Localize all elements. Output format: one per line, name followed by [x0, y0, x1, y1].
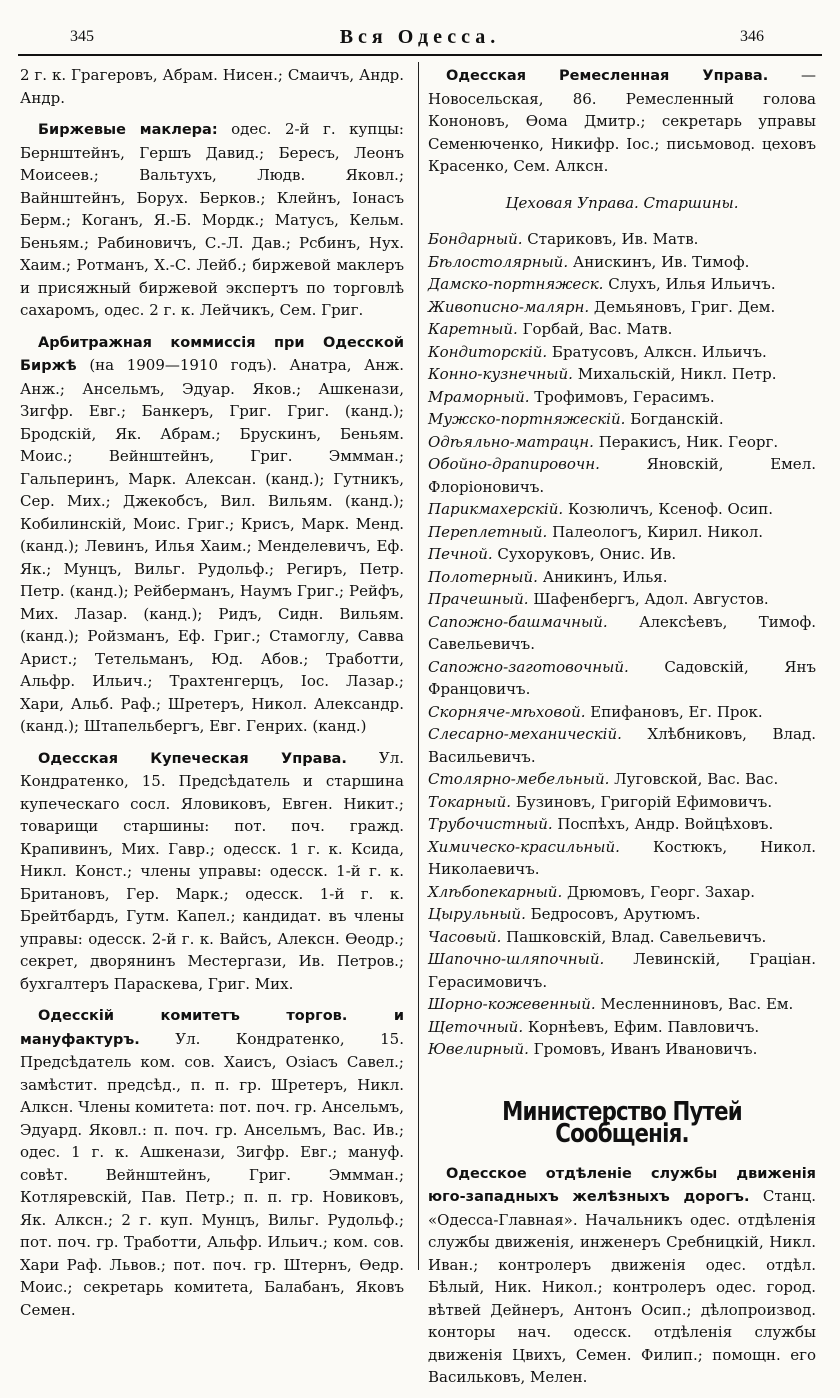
guild-elder: Хлѣбниковъ, Влад. Васильевичъ. — [428, 725, 816, 766]
section-heading: Биржевые маклера: — [38, 122, 218, 138]
guild-trade: Шорно-кожевенный. — [428, 995, 596, 1013]
left-page-number: 345 — [70, 28, 94, 45]
guild-elder: Слухъ, Илья Ильичъ. — [608, 275, 776, 293]
guild-elder: Трофимовъ, Герасимъ. — [534, 387, 715, 406]
right-page-number: 346 — [740, 28, 764, 45]
guild-trade: Мужско-портняжескій. — [428, 410, 626, 428]
guild-trade: Обойно-драпировочн. — [428, 455, 600, 473]
section-heading: Одесская Купеческая Управа. — [38, 750, 347, 767]
guild-elder: Бедросовъ, Арутюмъ. — [530, 905, 701, 923]
guild-elder: Козюличъ, Ксеноф. Осип. — [567, 500, 773, 518]
left-column — [20, 64, 404, 1330]
guild-trade: Шапочно-шляпочный. — [428, 950, 605, 968]
guild-elder: Поспѣхъ, Андр. Войцѣховъ. — [557, 815, 774, 833]
guild-elder: Стариковъ, Ив. Матв. — [527, 230, 699, 248]
guild-entry — [428, 498, 816, 521]
guild-elder: Левинскій, Граціан. Герасимовичъ. — [428, 950, 816, 991]
ministry-heading: Министерство Путей Сообщенія. — [502, 1096, 742, 1149]
guild-elder: Корнѣевъ, Ефим. Павловичъ. — [527, 1017, 760, 1036]
guild-elder: Алексѣевъ, Тимоф. Савельевичъ. — [428, 612, 816, 653]
guild-elder: Громовъ, Иванъ Ивановичъ. — [533, 1040, 758, 1058]
guild-trade: Одѣяльно-матрацн. — [428, 432, 594, 451]
guild-trade: Прачешный. — [428, 590, 529, 608]
guild-entry — [428, 836, 816, 881]
guild-entry — [428, 881, 816, 904]
guild-elder: Демьяновъ, Григ. Дем. — [593, 297, 776, 316]
guild-elder: Братусовъ, Алксн. Ильичъ. — [551, 342, 767, 361]
guild-entry — [428, 543, 816, 566]
guild-entry — [428, 296, 816, 319]
guild-trade: Переплетный. — [428, 522, 548, 541]
section-text: одес. 2-й г. купцы: Бернштейнъ, Гершъ Давид.; Бересъ, Леонъ Моисеев.; Вальтухъ, Людв. Яковл.; Вайнштейнъ, Борух. Берков.; Клейнъ, Іонасъ Берм.; Коганъ, Я.-Б. Мордк.; Матусъ, Кельм. Беньям.; Рабиновичъ, С.-Л. Дав.; Рсбинъ, Нух. Хаим.; Ротманъ, Х.-С. Лейб.; биржевой маклеръ и присяжный биржевой экспертъ по торговлѣ сахаромъ, одес. 2 г. к. Лейчикъ, Сем. Григ. — [20, 120, 404, 319]
paragraph-craft-board — [428, 64, 816, 178]
guild-entry — [428, 948, 816, 993]
guild-elder: Богданскій. — [630, 410, 724, 428]
guild-elder: Яновскій, Емел. Флоріоновичъ. — [428, 455, 816, 496]
guild-entry — [428, 273, 816, 296]
section-text: Ул. Кондратенко, 15. Предсѣдатель ком. сов. Хаисъ, Озіасъ Савел.; замѣстит. предсѣд., п. п. гр. Шретеръ, Никл. Алксн. Члены комитета: пот. поч. гр. Ансельмъ, Эдуард. Яковл.: п. поч. гр. Ансельмъ, Вас. Ив.; одес. 1 г. к. Ашкенази, Зигфр. Евг.; мануф. совѣт. Вейнштейнъ, Григ. Эммман.; Котляревскій, Пав. Петр.; п. п. гр. Новиковъ, Як. Алксн.; 2 г. куп. Мунцъ, Вильг. Рудольф.; пот. поч. гр. Тработти, Альфр. Ильич.; ком. сов. Хари Раф. Львов.; пот. поч. гр. Штернъ, Ѳедр. Моис.; секретарь комитета, Балабанъ, Яковъ Семен. — [20, 1029, 404, 1319]
guild-entry — [428, 341, 816, 364]
guild-elder: Анискинъ, Ив. Тимоф. — [572, 252, 750, 271]
guild-elder: Бузиновъ, Григорій Ефимовичъ. — [515, 792, 773, 811]
guild-elder: Горбай, Вас. Матв. — [522, 320, 673, 338]
guild-trade: Химическо-красильный. — [428, 837, 620, 856]
column-divider — [418, 62, 419, 1270]
guild-entry — [428, 318, 816, 341]
guild-trade: Сапожно-башмачный. — [428, 612, 608, 631]
paragraph-railway-division — [428, 1162, 816, 1389]
guild-entry — [428, 431, 816, 454]
guild-entry — [428, 768, 816, 791]
guild-entry — [428, 251, 816, 274]
guild-entry — [428, 723, 816, 768]
paragraph-exchange-brokers — [20, 118, 404, 322]
guild-elder: Шафенбергъ, Адол. Августов. — [533, 590, 769, 608]
guild-entry — [428, 1038, 816, 1061]
guild-elder: Луговской, Вас. Вас. — [614, 770, 779, 788]
guild-elder: Садовскій, Янъ Францовичъ. — [428, 657, 816, 698]
guild-entry — [428, 701, 816, 724]
guild-entry — [428, 363, 816, 386]
guild-elder: Костюкъ, Никол. Николаевичъ. — [428, 837, 816, 878]
guild-elder: Михальскій, Никл. Петр. — [577, 365, 777, 383]
paragraph-trade-committee — [20, 1004, 404, 1321]
paragraph-merchant-board — [20, 747, 404, 996]
guild-trade: Полотерный. — [428, 567, 538, 586]
guild-elder: Аникинъ, Илья. — [542, 567, 668, 586]
guild-elder: Перакисъ, Ник. Георг. — [598, 432, 779, 451]
guild-trade: Трубочистный. — [428, 815, 553, 833]
guild-trade: Кондиторскій. — [428, 342, 548, 361]
guild-entry — [428, 611, 816, 656]
guild-trade: Скорняче-мѣховой. — [428, 702, 586, 721]
running-header — [18, 24, 822, 56]
guild-elder: Дрюмовъ, Георг. Захар. — [567, 882, 755, 901]
guild-entry — [428, 566, 816, 589]
section-heading: Одесскій комитетъ торгов. и мануфактуръ. — [20, 1008, 404, 1048]
guild-entry — [428, 813, 816, 836]
section-heading: Одесская Ремесленная Управа. — [446, 68, 769, 84]
running-title: Вся Одесса. — [339, 26, 501, 48]
guild-trade: Столярно-мебельный. — [428, 770, 610, 788]
guild-trade: Бондарный. — [428, 230, 523, 248]
section-text: Станц. «Одесса-Главная». Начальникъ одес. отдѣленія службы движенія, инженеръ Сребницкій, Никл. Иван.; контролеръ движенія одес. отдѣл. Бѣлый, Ник. Никол.; контролеръ одес. город. вѣтвей Дейнеръ, Антонъ Осип.; дѣлопроизвод. конторы нач. одесск. отдѣленія службы движенія Цвихъ, Семен. Филип.; помощн. его Васильковъ, Мелен. — [428, 1187, 816, 1386]
guild-elder: Сухоруковъ, Онис. Ив. — [497, 545, 677, 563]
guild-trade: Слесарно-механическій. — [428, 725, 622, 743]
guild-trade: Сапожно-заготовочный. — [428, 657, 629, 676]
guild-entry — [428, 521, 816, 544]
guild-entry — [428, 228, 816, 251]
guild-entry — [428, 408, 816, 431]
paragraph-arbitration-commission — [20, 331, 404, 738]
paragraph-continuation: 2 г. к. Грагеровъ, Абрам. Нисен.; Смаичъ, Андр. Андр. — [20, 66, 404, 107]
guild-elder: Палеологъ, Кирил. Никол. — [552, 522, 764, 541]
guild-entry — [428, 656, 816, 701]
guild-trade: Дамско-портняжеск. — [428, 275, 604, 293]
guild-entry — [428, 903, 816, 926]
guild-entry — [428, 791, 816, 814]
section-heading: Арбитражная коммиссія при Одесской Биржѣ — [20, 334, 404, 374]
guild-list — [428, 228, 816, 1061]
section-heading: Одесское отдѣленіе службы движенія юго-западныхъ желѣзныхъ дорогъ. — [428, 1165, 816, 1205]
guild-trade: Цырульный. — [428, 905, 526, 923]
guild-trade: Бѣлостолярный. — [428, 252, 569, 271]
guild-entry — [428, 453, 816, 498]
guild-entry — [428, 926, 816, 949]
guild-trade: Парикмахерскій. — [428, 500, 564, 518]
section-text: — Новосельская, 86. Ремесленный голова Кононовъ, Ѳома Дмитр.; секретарь управы Семенюченко, Никифр. Іос.; письмовод. цеховъ Красенко, Сем. Алксн. — [428, 66, 816, 175]
guild-elder: Пашковскій, Влад. Савельевичъ. — [506, 927, 767, 946]
guild-trade: Ювелирный. — [428, 1040, 529, 1058]
guild-trade: Живописно-малярн. — [428, 297, 590, 316]
guild-entry — [428, 588, 816, 611]
right-column — [428, 64, 816, 1398]
guild-entry — [428, 386, 816, 409]
guild-elder: Епифановъ, Ег. Прок. — [590, 702, 763, 721]
guild-entry — [428, 1016, 816, 1039]
section-text: Ул. Кондратенко, 15. Предсѣдатель и старшина купеческаго сосл. Яловиковъ, Евген. Никит.; товарищи старшины: пот. поч. гражд. Крапивинъ, Мих. Гавр.; одесск. 1 г. к. Ксида, Никл. Конст.; члены управы: одесск. 1-й г. к. Британовъ, Гер. Марк.; одесск. 1-й г. к. Брейтбардъ, Гутм. Капел.; кандидат. въ члены управы: одесск. 2-й г. к. Вайсъ, Алексн. Ѳеодр.; секрет, дворянинъ Местергази, Ив. Петров.; бухгалтеръ Параскева, Григ. Мих. — [20, 748, 404, 993]
guild-elder: Месленниновъ, Вас. Ем. — [600, 995, 794, 1013]
guild-trade: Конно-кузнечный. — [428, 365, 573, 383]
section-text: (на 1909—1910 годъ). Анатра, Анж. Анж.; Ансельмъ, Эдуар. Яков.; Ашкенази, Зигфр. Евг.; Банкеръ, Григ. Григ. (канд.); Бродскій, Як. Абрам.; Брускинъ, Беньям. Моис.; Вейнштейнъ, Григ. Эммман.; Гальперинъ, Марк. Алексан. (канд.); Гутникъ, Сер. Мих.; Джекобсъ, Вил. Вильям. (канд.); Кобилинскій, Моис. Григ.; Крисъ, Марк. Менд. (канд.); Левинъ, Илья Хаим.; Менделевичъ, Еф. Як.; Мунцъ, Вильг. Рудольф.; Региръ, Петр. Петр. (канд.); Рейберманъ, Наумъ Григ.; Рейфъ, Мих. Лазар. (канд.); Ридъ, Сидн. Вильям. (канд.); Ройзманъ, Еф. Григ.; Стамоглу, Савва Арист.; Тетельманъ, Юд. Абов.; Тработти, Альфр. Ильич.; Трахтенгерцъ, Іос. Лазар.; Хари, Альб. Раф.; Шретеръ, Никол. Александр. (канд.); Штапельбергъ, Евг. Генрих. (канд.) — [20, 356, 404, 735]
guild-trade: Печной. — [428, 545, 493, 563]
guild-subheading: Цеховая Управа. Старшины. — [505, 193, 739, 212]
guild-trade: Мраморный. — [428, 387, 530, 406]
guild-trade: Хлѣбопекарный. — [428, 882, 563, 901]
guild-trade: Щеточный. — [428, 1017, 524, 1036]
guild-trade: Токарный. — [428, 792, 512, 811]
guild-trade: Каретный. — [428, 320, 518, 338]
guild-entry — [428, 993, 816, 1016]
guild-trade: Часовый. — [428, 927, 502, 946]
